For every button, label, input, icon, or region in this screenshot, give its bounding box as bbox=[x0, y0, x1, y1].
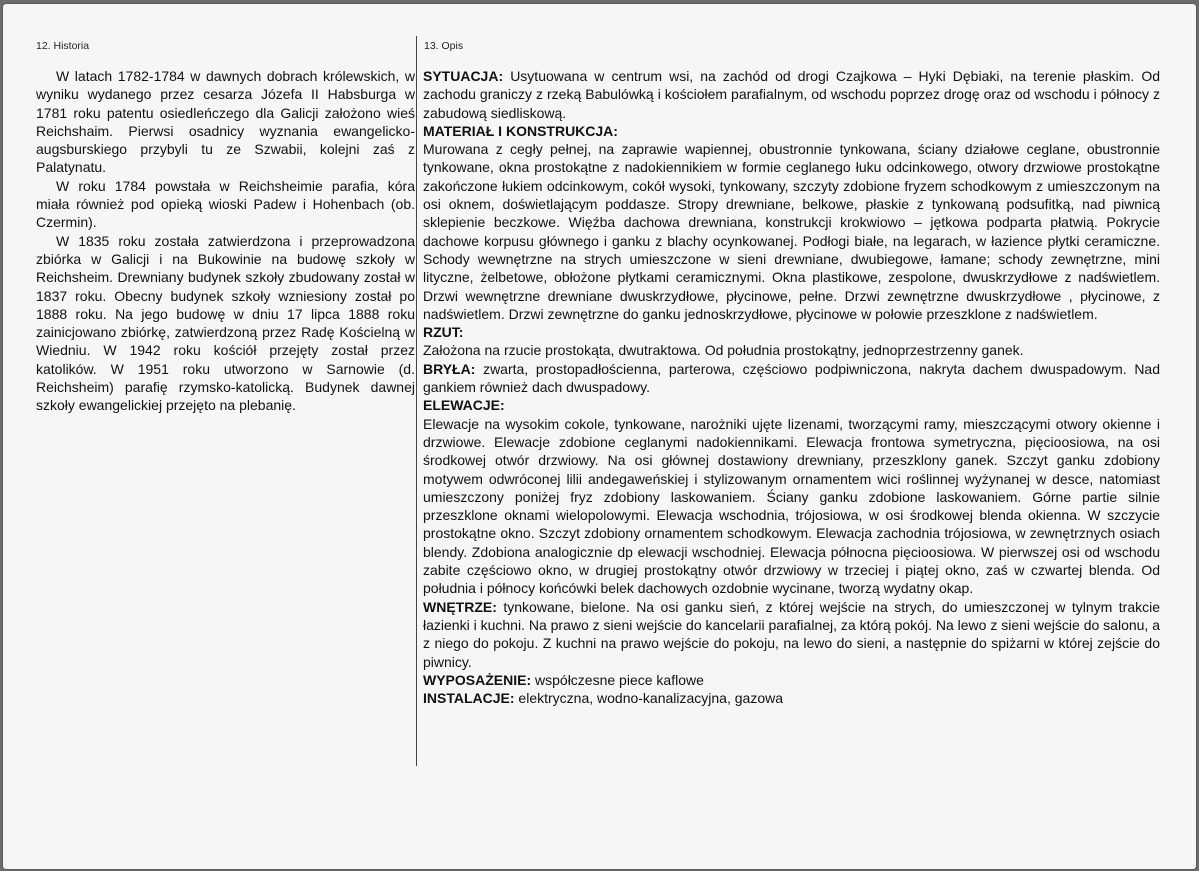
wyposazenie-section bbox=[423, 671, 1160, 689]
sytuacja-heading: SYTUACJA: bbox=[423, 68, 504, 84]
instalacje-heading: INSTALACJE: bbox=[423, 690, 515, 707]
sytuacja-section bbox=[423, 67, 1160, 122]
opis-text bbox=[423, 67, 1160, 707]
historia-paragraph: W latach 1782-1784 w dawnych dobrach królewskich, w wyniku wydanego przez cesarza Józefa II Habsburga w 1781 roku patentu osiedleńczego dla Galicji założono wieś Reichshaim. Pierwsi osadnicy wyznania ewangelicko-augsburskiego przybyli tu ze Szwabii, kolejni zaś z Palatynatu. bbox=[36, 68, 415, 176]
material-body: Murowana z cegły pełnej, na zaprawie wapiennej, obustronnie tynkowana, ściany działowe ceglane, obustronnie tynkowane, okna prostokątne z nadokiennikiem w formie ceglanego łuku odcinkowego, otwory drzwiowe prostokątne zakończone łukiem odcinkowym, cokół wysoki, tynkowany, szczyty zdobione fryzem schodkowym z umieszczonym na osi oknem, doświetlającym poddasze. Stropy drewniane, belkowe, płaskie z tynkowaną podsufitką, nad piwnicą sklepienie beczkowe. Więźba dachowa drewniana, konstrukcji krokwiowo – jętkowa podparta płatwią. Pokrycie dachowe korpusu głównego i ganku z blachy ocynkowanej. Podłogi białe, na legarach, w łazience płytki ceramiczne. Schody wewnętrzne na strych umieszczone w sieni drewniane, dwubiegowe, łamane; schody zewnętrzne, mini lityczne, żelbetowe, obłożone płytkami ceramicznymi. Okna plastikowe, zespolone, dwuskrzydłowe z nadświetlem. Drzwi wewnętrzne drewniane dwuskrzydłowe, płycinowe, pełne. Drzwi zewnętrzne dwuskrzydłowe , płycinowe, z nadświetlem. Drzwi zewnętrzne do ganku jednoskrzydłowe, płycinowe w połowie przeszklone z nadświetlem. bbox=[423, 141, 1160, 322]
sytuacja-body: Usytuowana w centrum wsi, na zachód od drogi Czajkowa – Hyki Dębiaki, na terenie płaskim. Od zachodu graniczy z rzeką Babulówką i kościołem parafialnym, od wschodu poprzez drogę oraz od wschodu i północy z zabudową siedliskową. bbox=[423, 68, 1160, 121]
historia-paragraph: W roku 1784 powstała w Reichsheimie parafia, kóra miała również pod opieką wioski Padew i Hohenbach (ob. Czermin). bbox=[36, 177, 415, 231]
instalacje-body: elektryczna, wodno-kanalizacyjna, gazowa bbox=[518, 690, 784, 707]
instalacje-section bbox=[423, 689, 1160, 707]
elewacje-heading: ELEWACJE: bbox=[423, 397, 505, 414]
bryla-section bbox=[423, 360, 1160, 397]
wnetrze-body: tynkowane, bielone. Na osi ganku sień, z której wejście na strych, do umieszczonej w tylnym trakcie łazienki i kuchni. Na prawo z sieni wejście do kancelarii parafialnej, za którą pokój. Na lewo z sieni wejście do salonu, a z niego do pokoju. Z kuchni na prawo wejście do pokoju, na lewo do sieni, a następnie do spiżarni w której zejście do piwnicy. bbox=[423, 598, 1160, 670]
material-heading: MATERIAŁ I KONSTRUKCJA: bbox=[423, 122, 618, 139]
column-divider bbox=[416, 36, 417, 766]
wyposazenie-body: współczesne piece kaflowe bbox=[535, 671, 704, 688]
bryla-body: zwarta, prostopadłościenna, parterowa, częściowo podpiwniczona, nakryta dachem dwuspadowym. Nad gankiem również dach dwuspadowy. bbox=[423, 360, 1160, 396]
wyposazenie-heading: WYPOSAŻENIE: bbox=[423, 671, 532, 688]
rzut-heading: RZUT: bbox=[423, 324, 464, 341]
opis-label: 13. Opis bbox=[424, 40, 464, 52]
document-page bbox=[3, 4, 1196, 869]
historia-paragraph: W 1835 roku została zatwierdzona i przeprowadzona zbiórka w Galicji i na Bukowinie na budowę szkoły w Reichsheim. Drewniany budynek szkoły zbudowany został w 1837 roku. Obecny budynek szkoły wzniesiony został po 1888 roku. Na jego budowę w dniu 17 lipca 1888 roku zainicjowano zbiórkę, zatwierdzoną przez Radę Kościelną w Wiedniu. W 1942 roku kościół przejęty został przez katolików. W 1951 roku utworzono w Sarnowie (d. Reichsheim) parafię rzymsko-katolicką. Budynek dawnej szkoły ewangelickiej przejęto na plebanię. bbox=[36, 232, 415, 414]
elewacje-body: Elewacje na wysokim cokole, tynkowane, narożniki ujęte lizenami, tworzącymi ramy, mieszczącymi otwory okienne i drzwiowe. Elewacje zdobione ceglanymi nadokiennikami. Elewacja frontowa symetryczna, pięcioosiowa, na osi środkowej otwór drzwiowy. Na osi głównej dostawiony drewniany, przeszklony ganek. Szczyt ganku zdobiony motywem odwróconej lilii andegaweńskiej i stylizowanym ornamentem wici roślinnej wyżynanej w desce, natomiast umieszczony poniżej fryz zdobiony laskowaniem. Ściany ganku zdobione laskowaniem. Górne partie silnie przeszklone oknami wielopolowymi. Elewacja wschodnia, trójosiowa, w osi środkowej blenda okienna. W szczycie prostokątne okno. Szczyt zdobiony ornamentem schodkowym. Elewacja zachodnia trójosiowa, w zewnętrznych osiach blendy. Zdobiona analogicznie dp elewacji wschodniej. Elewacja północna pięcioosiowa. W pierwszej osi od wschodu zabite częściowo okno, w drugiej prostokątny otwór drzwiowy w trzeciej i piątej okno, zaś w czwartej blenda. Od południa i północy końcówki belek dachowych ozdobnie wycinane, tworzą wydatny okap. bbox=[423, 415, 1160, 597]
historia-label: 12. Historia bbox=[36, 40, 90, 52]
wnetrze-section bbox=[423, 598, 1160, 671]
rzut-body: Założona na rzucie prostokąta, dwutraktowa. Od południa prostokątny, jednoprzestrzenny ganek. bbox=[423, 342, 1024, 359]
bryla-heading: BRYŁA: bbox=[423, 360, 476, 377]
wnetrze-heading: WNĘTRZE: bbox=[423, 598, 497, 615]
historia-text bbox=[36, 67, 415, 415]
